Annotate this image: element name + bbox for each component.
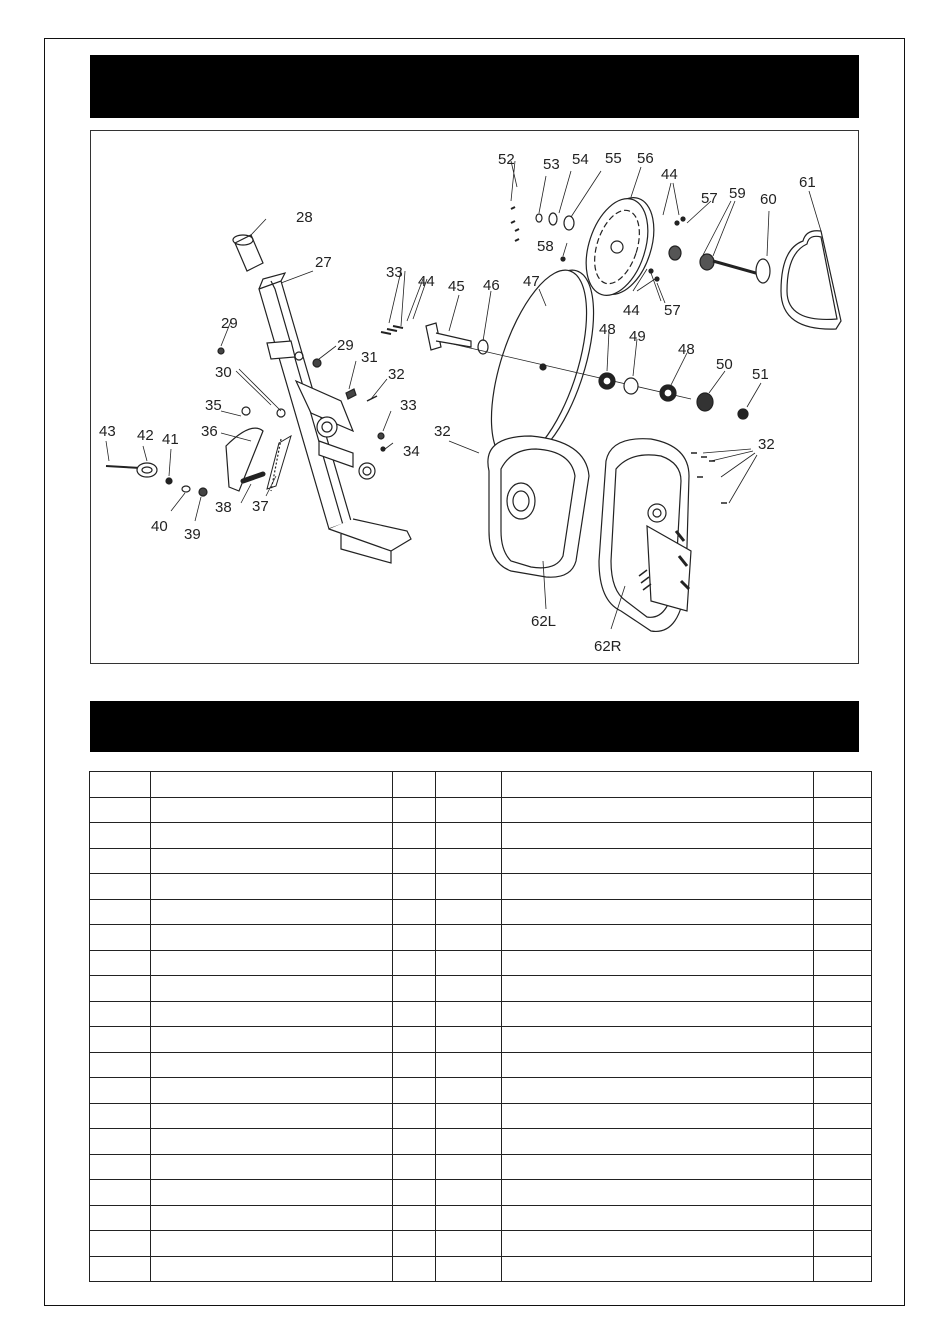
table-cell [393,1052,436,1078]
parts-table [89,771,872,1282]
leader-lines [106,161,821,629]
label-43: 43 [99,423,116,440]
label-38: 38 [215,499,232,516]
table-cell [393,1231,436,1257]
table-cell [393,772,436,798]
table-cell [436,1001,502,1027]
table-cell [502,1205,814,1231]
table-cell [814,797,872,823]
label-57-lower: 57 [664,302,681,319]
table-cell [502,925,814,951]
label-31: 31 [361,349,378,366]
exploded-diagram [90,130,859,664]
table-cell [151,1129,393,1155]
label-49: 49 [629,328,646,345]
label-48-right: 48 [678,341,695,358]
table-cell [393,976,436,1002]
table-cell [151,1027,393,1053]
table-cell [90,823,151,849]
label-62R: 62R [594,638,622,655]
table-cell [393,899,436,925]
table-cell [814,1256,872,1282]
table-row [90,1129,872,1155]
table-cell [151,772,393,798]
table-cell [151,950,393,976]
table-cell [436,1256,502,1282]
label-62L: 62L [531,613,557,630]
table-cell [502,797,814,823]
table-cell [90,848,151,874]
table-cell [151,874,393,900]
label-59: 59 [729,185,746,202]
table-cell [151,976,393,1002]
table-cell [436,1052,502,1078]
parts-table-body [90,772,872,1282]
table-cell [436,823,502,849]
label-33-mid: 33 [400,397,417,414]
table-row [90,823,872,849]
label-41: 41 [162,431,179,448]
label-35: 35 [205,397,222,414]
table-cell [436,899,502,925]
table-row [90,950,872,976]
label-34: 34 [403,443,420,460]
table-cell [814,925,872,951]
table-cell [90,1180,151,1206]
table-cell [151,848,393,874]
table-row [90,925,872,951]
table-cell [393,925,436,951]
table-cell [814,1231,872,1257]
table-cell [90,1027,151,1053]
label-47: 47 [523,273,540,290]
table-row [90,1154,872,1180]
table-cell [393,1027,436,1053]
header-bar-top [90,55,859,118]
table-cell [436,950,502,976]
table-row [90,1231,872,1257]
label-53: 53 [543,156,560,173]
label-27: 27 [315,254,332,271]
label-55: 55 [605,150,622,167]
table-row [90,1103,872,1129]
header-bar-parts-list [90,701,859,752]
table-cell [436,1103,502,1129]
table-cell [90,1103,151,1129]
label-48-left: 48 [599,321,616,338]
table-cell [393,1129,436,1155]
table-cell [393,1180,436,1206]
table-cell [90,1205,151,1231]
label-30: 30 [215,364,232,381]
table-cell [436,976,502,1002]
table-cell [502,1231,814,1257]
table-cell [436,797,502,823]
table-cell [814,1180,872,1206]
label-37: 37 [252,498,269,515]
table-cell [502,1052,814,1078]
table-row [90,1256,872,1282]
table-cell [502,899,814,925]
label-50: 50 [716,356,733,373]
drive-belt [781,231,841,329]
table-cell [502,1180,814,1206]
table-row [90,848,872,874]
table-cell [814,950,872,976]
table-cell [393,950,436,976]
label-33: 33 [386,264,403,281]
table-cell [90,797,151,823]
table-cell [502,1103,814,1129]
table-cell [393,1154,436,1180]
table-cell [502,848,814,874]
table-cell [151,797,393,823]
table-row [90,797,872,823]
table-cell [151,1256,393,1282]
table-cell [393,1001,436,1027]
table-cell [814,1001,872,1027]
table-cell [151,1205,393,1231]
table-cell [436,925,502,951]
table-cell [814,1154,872,1180]
table-cell [502,1256,814,1282]
flywheel-assembly [381,259,748,473]
table-cell [502,772,814,798]
table-cell [393,1078,436,1104]
table-row [90,1052,872,1078]
side-covers [488,436,727,631]
table-cell [90,1078,151,1104]
table-row [90,1027,872,1053]
label-51: 51 [752,366,769,383]
table-cell [151,1231,393,1257]
label-29-right: 29 [337,337,354,354]
table-row [90,1078,872,1104]
table-cell [151,1103,393,1129]
table-cell [151,1052,393,1078]
table-cell [502,1027,814,1053]
table-cell [151,823,393,849]
table-cell [90,925,151,951]
table-row [90,1180,872,1206]
label-56: 56 [637,150,654,167]
label-44-lower: 44 [623,302,640,319]
label-28: 28 [296,209,313,226]
table-cell [151,1154,393,1180]
table-cell [393,1103,436,1129]
table-cell [814,1078,872,1104]
table-row [90,899,872,925]
table-cell [393,797,436,823]
label-39: 39 [184,526,201,543]
table-cell [90,1052,151,1078]
table-cell [502,976,814,1002]
table-cell [90,1154,151,1180]
label-32-mid: 32 [388,366,405,383]
label-44-left: 44 [418,273,435,290]
table-cell [151,1001,393,1027]
table-cell [502,1001,814,1027]
label-32-left: 32 [434,423,451,440]
table-cell [90,1231,151,1257]
table-cell [151,899,393,925]
table-cell [502,1129,814,1155]
label-57: 57 [701,190,718,207]
table-cell [814,976,872,1002]
table-cell [814,874,872,900]
label-61: 61 [799,174,816,191]
label-32-right: 32 [758,436,775,453]
table-row [90,772,872,798]
table-cell [90,874,151,900]
table-cell [90,976,151,1002]
table-cell [814,1205,872,1231]
table-cell [393,848,436,874]
table-cell [814,823,872,849]
table-cell [436,1180,502,1206]
label-29-left: 29 [221,315,238,332]
table-cell [436,1027,502,1053]
table-cell [502,1078,814,1104]
table-cell [436,1078,502,1104]
table-cell [814,1129,872,1155]
label-46: 46 [483,277,500,294]
table-cell [393,1256,436,1282]
table-cell [393,1205,436,1231]
table-cell [814,772,872,798]
table-cell [502,950,814,976]
table-cell [502,874,814,900]
table-cell [436,874,502,900]
table-row [90,1205,872,1231]
table-cell [814,1052,872,1078]
table-cell [436,772,502,798]
table-cell [814,848,872,874]
table-cell [90,899,151,925]
label-58: 58 [537,238,554,255]
table-cell [393,874,436,900]
label-44: 44 [661,166,678,183]
table-cell [151,1180,393,1206]
table-cell [90,1256,151,1282]
table-cell [90,1001,151,1027]
table-row [90,874,872,900]
label-36: 36 [201,423,218,440]
table-cell [436,1205,502,1231]
label-40: 40 [151,518,168,535]
label-45: 45 [448,278,465,295]
table-cell [90,772,151,798]
label-52: 52 [498,151,515,168]
label-42: 42 [137,427,154,444]
table-cell [814,1027,872,1053]
table-cell [436,1129,502,1155]
table-cell [814,899,872,925]
label-54: 54 [572,151,589,168]
table-row [90,976,872,1002]
table-cell [151,1078,393,1104]
table-cell [502,1154,814,1180]
table-cell [814,1103,872,1129]
table-cell [90,1129,151,1155]
table-cell [90,950,151,976]
table-cell [436,1231,502,1257]
label-60: 60 [760,191,777,208]
table-cell [436,1154,502,1180]
table-cell [151,925,393,951]
table-cell [436,848,502,874]
table-cell [393,823,436,849]
table-row [90,1001,872,1027]
table-cell [502,823,814,849]
